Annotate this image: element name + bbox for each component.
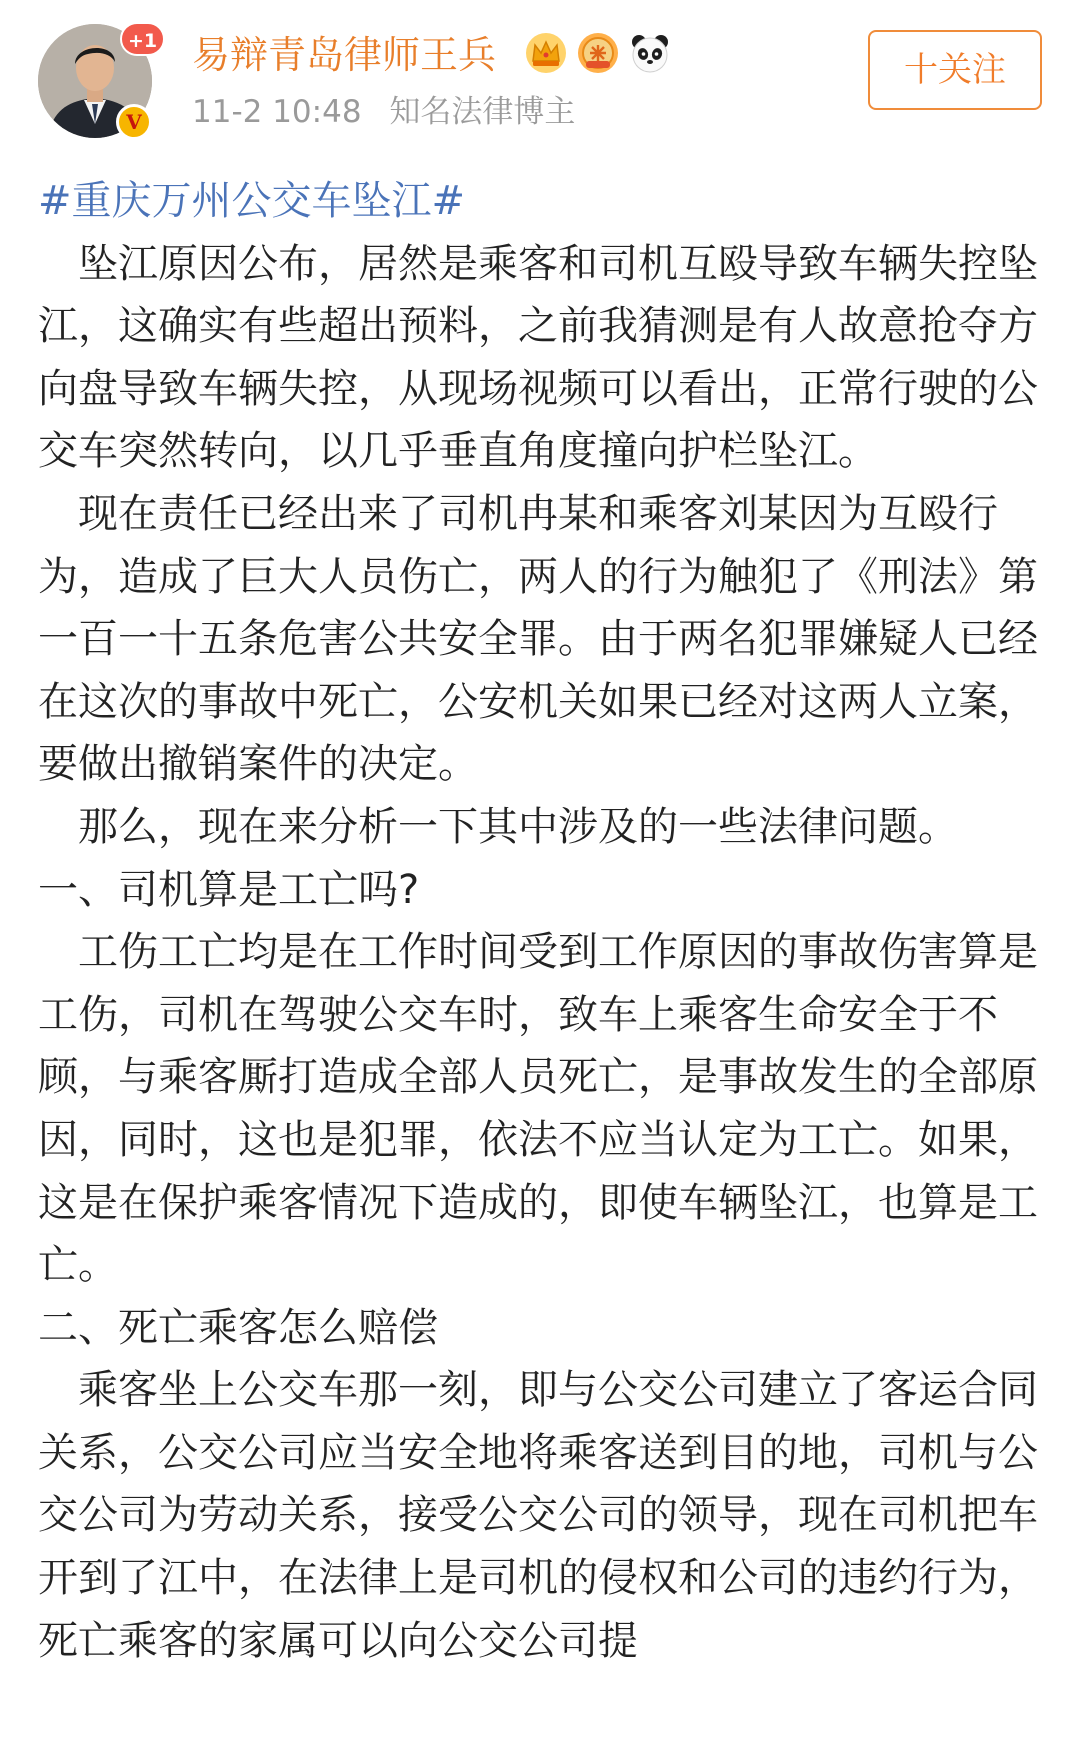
post-paragraph: 那么，现在来分析一下其中涉及的一些法律问题。 xyxy=(78,803,958,850)
follow-button[interactable]: 十关注 xyxy=(868,30,1042,110)
post-time: 11-2 10:48 xyxy=(192,94,362,130)
post-header xyxy=(0,0,1080,150)
post-paragraph: 现在责任已经出来了司机冉某和乘客刘某因为互殴行为，造成了巨大人员伤亡，两人的行为触犯了《刑法》第一百一十五条危害公共安全罪。由于两名犯罪嫌疑人已经在这次的事故中死亡，公安机关如果已经对这两人立案，要做出撤销案件的决定。 xyxy=(38,490,1038,788)
author-name[interactable]: 易辩青岛律师王兵 xyxy=(192,33,497,77)
content-fade-overlay xyxy=(0,1716,1080,1740)
user-badges xyxy=(524,30,672,76)
post-paragraph: 乘客坐上公交车那一刻，即与公交公司建立了客运合同关系，公交公司应当安全地将乘客送到目的地，司机与公交公司为劳动关系，接受公交公司的领导，现在司机把车开到了江中，在法律上是司机的侵权和公司的违约行为，死亡乘客的家属可以向公交公司提 xyxy=(38,1367,1038,1664)
post-paragraph: 坠江原因公布，居然是乘客和司机互殴导致车辆失控坠江，这确实有些超出预料，之前我猜测是有人故意抢夺方向盘导致车辆失控，从现场视频可以看出，正常行驶的公交车突然转向，以几乎垂直角度撞向护栏坠江。 xyxy=(38,240,1038,475)
verified-v-icon: V xyxy=(116,104,152,140)
new-post-count-badge: +1 xyxy=(120,22,165,56)
post-source: 知名法律博主 xyxy=(389,94,576,130)
gold-medal-icon[interactable] xyxy=(576,31,620,75)
post-content xyxy=(38,170,1038,1672)
crown-icon[interactable] xyxy=(524,31,568,75)
post-meta xyxy=(192,90,575,134)
topic-hashtag-link[interactable]: #重庆万州公交车坠江# xyxy=(38,178,466,224)
section-heading: 二、死亡乘客怎么赔偿 xyxy=(38,1304,438,1351)
section-heading: 一、司机算是工亡吗? xyxy=(38,866,420,913)
post-paragraph: 工伤工亡均是在工作时间受到工作原因的事故伤害算是工伤，司机在驾驶公交车时，致车上乘客生命安全于不顾，与乘客厮打造成全部人员死亡，是事故发生的全部原因，同时，这也是犯罪，依法不应当认定为工亡。如果，这是在保护乘客情况下造成的，即使车辆坠江，也算是工亡。 xyxy=(38,929,1038,1289)
panda-icon[interactable] xyxy=(628,31,672,75)
